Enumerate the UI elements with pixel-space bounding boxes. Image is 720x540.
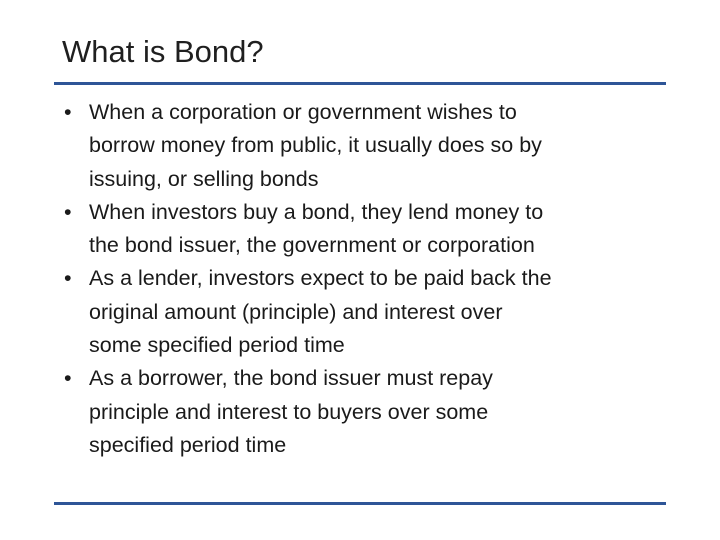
- slide-title: What is Bond?: [62, 34, 264, 69]
- title-divider: [54, 82, 666, 85]
- bullet-list: [62, 96, 672, 462]
- bullet-dot-icon: •: [64, 366, 72, 391]
- bullet-dot-icon: •: [64, 199, 72, 224]
- bullet-text: When investors buy a bond, they lend money to the bond issuer, the government or corporation: [89, 199, 544, 258]
- bullet-dot-icon: •: [64, 266, 72, 291]
- footer-divider: [54, 502, 666, 505]
- bullet-item: [62, 362, 672, 462]
- bullet-text: As a borrower, the bond issuer must repay principle and interest to buyers over some specified period time: [89, 366, 493, 457]
- bullet-dot-icon: •: [64, 100, 72, 124]
- bullet-item: [62, 262, 672, 362]
- bullet-item: [62, 96, 672, 196]
- bullet-text: When a corporation or government wishes to borrow money from public, it usually does so by issuing, or selling bonds: [89, 100, 542, 191]
- bullet-text: As a lender, investors expect to be paid back the original amount (principle) and interest over some specified period time: [89, 266, 552, 358]
- bullet-item: [62, 196, 672, 263]
